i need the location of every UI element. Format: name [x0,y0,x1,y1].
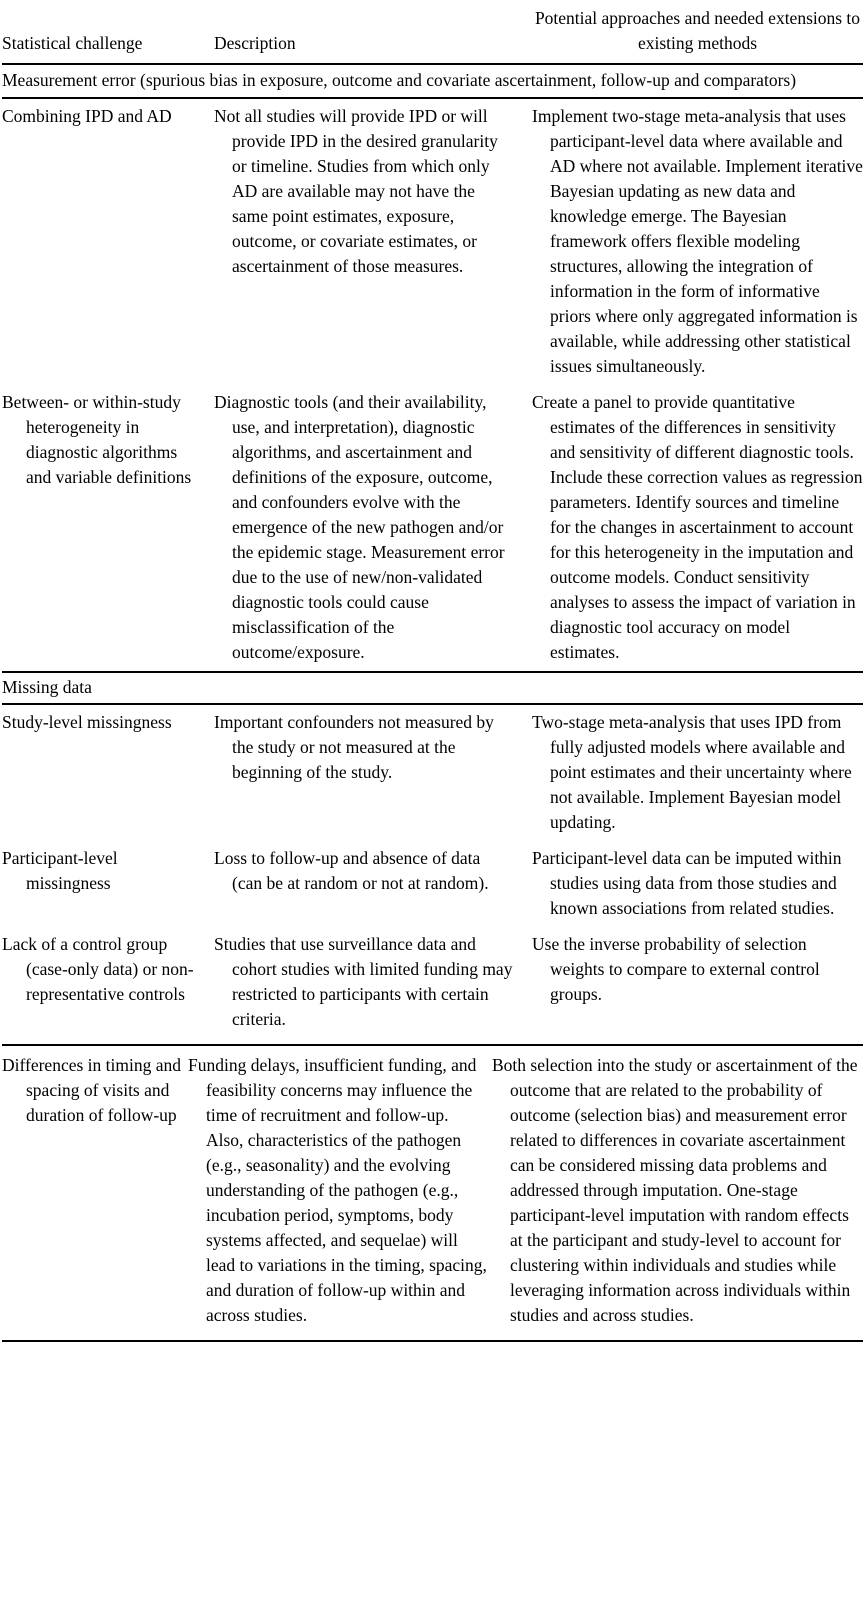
cell-description: Not all studies will provide IPD or will provide IPD in the desired granularity or timeline. Studies from which only AD are available may not have the same point estimates, exposure, outcome, or covariate estimates, or ascertainment of those measures. [214,106,498,276]
header-statistical-challenge: Statistical challenge [2,33,143,53]
table-row-study-level-missingness [2,705,863,841]
header-description: Description [214,33,296,53]
section-measurement-error: Measurement error (spurious bias in exposure, outcome and covariate ascertainment, follow-up and comparators) [2,65,863,99]
cell-description: Diagnostic tools (and their availability, use, and interpretation), diagnostic algorithms, and ascertainment and definitions of the exposure, outcome, and confounders evolve with the emergence of the new pathogen and/or the epidemic stage. Measurement error due to the use of new/non-validated diagnostic tools could cause misclassification of the outcome/exposure. [214,392,505,662]
cell-challenge: Combining IPD and AD [2,106,172,126]
table-row-heterogeneity [2,385,863,671]
table-row-combining-ipd-ad [2,99,863,385]
table-row-participant-level-missingness [2,841,863,927]
cell-challenge: Between- or within-study heterogeneity in diagnostic algorithms and variable definitions [2,392,192,487]
cell-challenge: Study-level missingness [2,712,172,732]
table-bottom-rule [2,1340,863,1342]
cell-description: Funding delays, insufficient funding, and feasibility concerns may influence the time of recruitment and follow-up. Also, characteristics of the pathogen (e.g., seasonality) and the evolving understanding of the pathogen (e.g., incubation period, symptoms, body systems affected, and sequelae) will lead to variations in the timing, spacing, and duration of follow-up within and across studies. [188,1055,487,1325]
cell-challenge: Differences in timing and spacing of visits and duration of follow-up [2,1055,181,1125]
cell-challenge: Lack of a control group (case-only data) or non-representative controls [2,934,194,1004]
cell-approaches: Two-stage meta-analysis that uses IPD from fully adjusted models where available and point estimates and their uncertainty where not available. Implement Bayesian model updating. [532,712,852,832]
section-missing-data: Missing data [2,671,863,705]
cell-approaches: Create a panel to provide quantitative estimates of the differences in sensitivity and sensitivity of different diagnostic tools. Include these correction values as regression parameters. Identify sources and timeline for the changes in ascertainment to account for this heterogeneity in the imputation and outcome models. Conduct sensitivity analyses to assess the impact of variation in diagnostic tool accuracy on model estimates. [532,392,863,662]
cell-approaches: Use the inverse probability of selection weights to compare to external control groups. [532,934,820,1004]
table-row-differences-in-timing [2,1044,863,1334]
cell-approaches: Both selection into the study or ascertainment of the outcome that are related to the probability of outcome (selection bias) and measurement error related to differences in covariate ascertainment can be considered missing data problems and addressed through imputation. One-stage participant-level imputation with random effects at the participant and study-level to account for clustering within individuals and studies while leveraging information across individuals within studies and across studies. [492,1055,858,1325]
cell-description: Studies that use surveillance data and cohort studies with limited funding may restricted to participants with certain criteria. [214,934,513,1029]
cell-approaches: Implement two-stage meta-analysis that uses participant-level data where available and AD where not available. Implement iterative Bayesian updating as new data and knowledge emerge. The Bayesian framework offers flexible modeling structures, allowing the integration of information in the form of informative priors where only aggregated information is available, while addressing other statistical issues simultaneously. [532,106,863,376]
cell-approaches: Participant-level data can be imputed within studies using data from those studies and known associations from related studies. [532,848,842,918]
cell-description: Loss to follow-up and absence of data (can be at random or not at random). [214,848,489,893]
cell-challenge: Participant-level missingness [2,848,118,893]
table-row-lack-of-control-group [2,927,863,1038]
header-potential-approaches: Potential approaches and needed extensions to existing methods [534,8,861,53]
cell-description: Important confounders not measured by the study or not measured at the beginning of the study. [214,712,494,782]
table-header-row [2,0,863,65]
